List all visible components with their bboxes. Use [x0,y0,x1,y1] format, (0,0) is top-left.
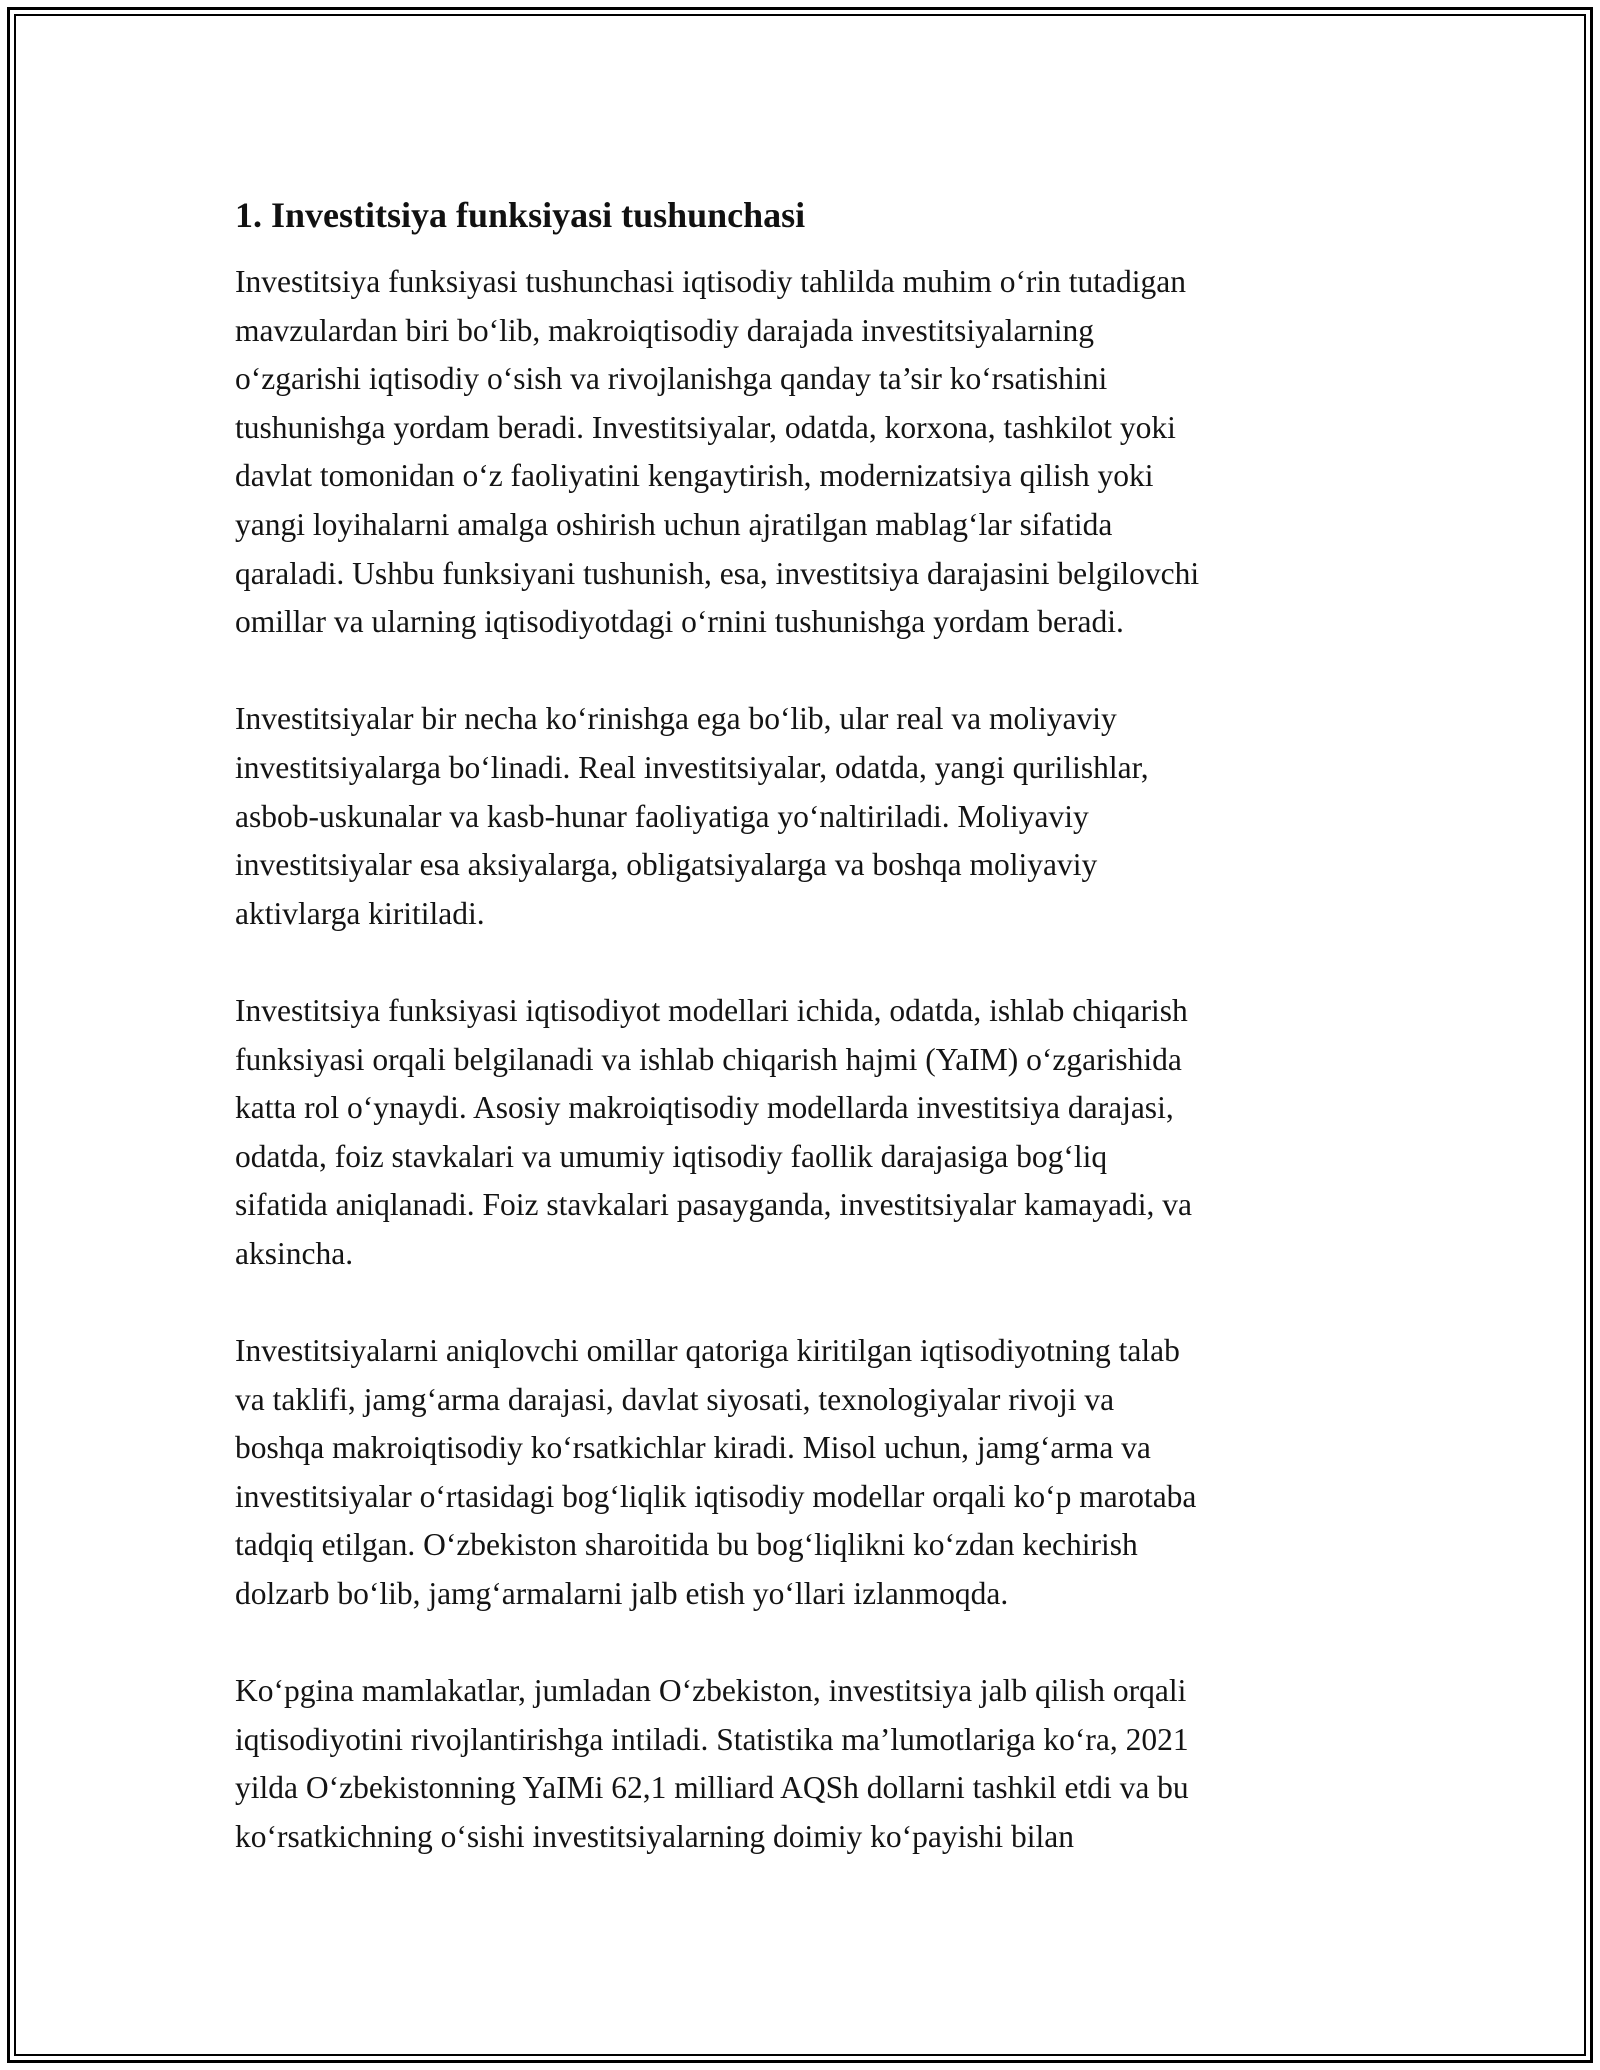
paragraph-line: dolzarb bo‘lib, jamg‘armalarni jalb etish yo‘llari izlanmoqda. [235,1576,1009,1612]
paragraph-list [235,258,1375,1862]
paragraph-line: aktivlarga kiritiladi. [235,895,485,931]
paragraph-line: investitsiyalar esa aksiyalarga, obligatsiyalarga va boshqa moliyaviy [235,847,1098,883]
paragraph-line: funksiyasi orqali belgilanadi va ishlab chiqarish hajmi (YaIM) o‘zgarishida [235,1041,1182,1077]
paragraph-line: Investitsiya funksiyasi iqtisodiyot modellari ichida, odatda, ishlab chiqarish [235,992,1188,1028]
paragraph-line: qaraladi. Ushbu funksiyani tushunish, esa, investitsiya darajasini belgilovchi [235,555,1200,591]
paragraph-line: Investitsiyalar bir necha ko‘rinishga ega bo‘lib, ular real va moliyaviy [235,701,1117,737]
paragraph-line: tushunishga yordam beradi. Investitsiyalar, odatda, korxona, tashkilot yoki [235,409,1176,445]
paragraph-line: Investitsiyalarni aniqlovchi omillar qatoriga kiritilgan iqtisodiyotning talab [235,1333,1180,1369]
paragraph-line: mavzulardan biri bo‘lib, makroiqtisodiy darajada investitsiyalarning [235,312,1095,348]
section-heading: 1. Investitsiya funksiyasi tushunchasi [235,195,806,235]
paragraph [235,1327,1375,1619]
paragraph-line: yangi loyihalarni amalga oshirish uchun ajratilgan mablag‘lar sifatida [235,506,1113,542]
paragraph [235,1667,1375,1861]
paragraph-line: katta rol o‘ynaydi. Asosiy makroiqtisodiy modellarda investitsiya darajasi, [235,1090,1174,1126]
paragraph [235,258,1375,647]
paragraph-line: ko‘rsatkichning o‘sishi investitsiyalarning doimiy ko‘payishi bilan [235,1819,1075,1854]
paragraph-line: investitsiyalar o‘rtasidagi bog‘liqlik iqtisodiy modellar orqali ko‘p marotaba [235,1478,1197,1514]
paragraph-line: davlat tomonidan o‘z faoliyatini kengaytirish, modernizatsiya qilish yoki [235,458,1154,494]
document-body [235,190,1375,1910]
paragraph-line: investitsiyalarga bo‘linadi. Real investitsiyalar, odatda, yangi qurilishlar, [235,749,1149,785]
paragraph-line: tadqiq etilgan. O‘zbekiston sharoitida bu bog‘liqlikni ko‘zdan kechirish [235,1527,1138,1563]
paragraph-line: asbob-uskunalar va kasb-hunar faoliyatiga yo‘naltiriladi. Moliyaviy [235,798,1089,834]
paragraph-line: iqtisodiyotini rivojlantirishga intiladi. Statistika ma’lumotlariga ko‘ra, 2021 [235,1721,1189,1757]
paragraph-line: yilda O‘zbekistonning YaIMi 62,1 milliard AQSh dollarni tashkil etdi va bu [235,1770,1189,1806]
paragraph-line: sifatida aniqlanadi. Foiz stavkalari pasayganda, investitsiyalar kamayadi, va [235,1187,1192,1223]
paragraph-line: Ko‘pgina mamlakatlar, jumladan O‘zbekiston, investitsiya jalb qilish orqali [235,1673,1187,1709]
paragraph [235,987,1375,1279]
paragraph [235,695,1375,938]
paragraph-line: o‘zgarishi iqtisodiy o‘sish va rivojlanishga qanday ta’sir ko‘rsatishini [235,361,1108,397]
paragraph-line: omillar va ularning iqtisodiyotdagi o‘rnini tushunishga yordam beradi. [235,604,1124,640]
paragraph-line: Investitsiya funksiyasi tushunchasi iqtisodiy tahlilda muhim o‘rin tutadigan [235,264,1187,299]
paragraph-line: boshqa makroiqtisodiy ko‘rsatkichlar kiradi. Misol uchun, jamg‘arma va [235,1430,1151,1466]
paragraph-line: aksincha. [235,1235,354,1271]
paragraph-line: odatda, foiz stavkalari va umumiy iqtisodiy faollik darajasiga bog‘liq [235,1138,1108,1174]
paragraph-line: va taklifi, jamg‘arma darajasi, davlat siyosati, texnologiyalar rivoji va [235,1381,1115,1417]
